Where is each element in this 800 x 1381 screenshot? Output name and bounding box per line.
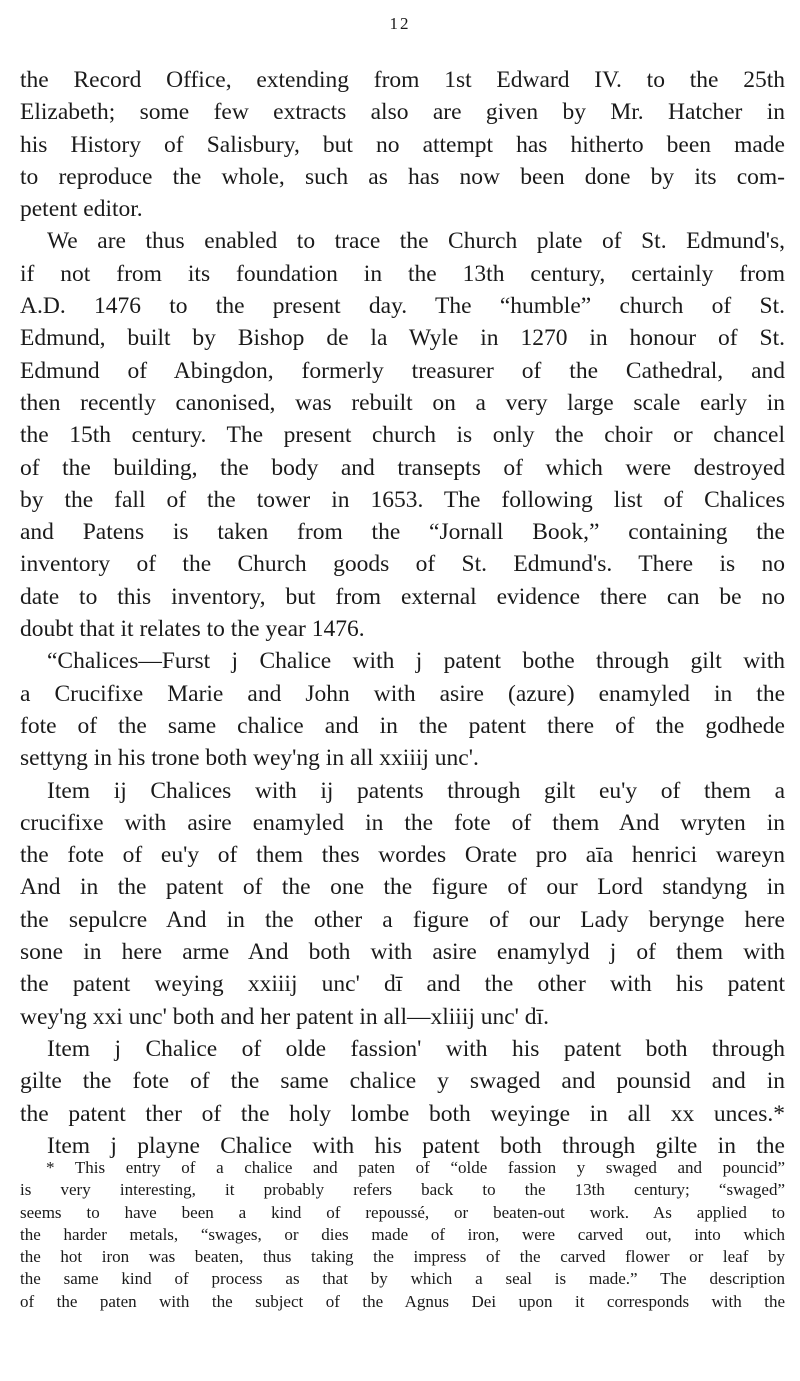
text-line: doubt that it relates to the year 1476. [20, 616, 365, 643]
text-line: by the fall of the tower in 1653. The following list of Chalices [20, 486, 785, 513]
text-line: Edmund, built by Bishop de la Wyle in 1270 in honour of St. [20, 325, 785, 352]
footnote-line: the hot iron was beaten, thus taking the impress of the carved flower or leaf by [20, 1247, 785, 1267]
text-line: date to this inventory, but from external evidence there can be no [20, 583, 785, 610]
footnote-line: seems to have been a kind of repoussé, or beaten-out work. As applied to [20, 1202, 785, 1222]
text-line: the sepulcre And in the other a figure of our Lady berynge here [20, 906, 785, 933]
text-line: petent editor. [20, 196, 143, 223]
text-line: We are thus enabled to trace the Church plate of St. Edmund's, [47, 228, 785, 255]
text-line: then recently canonised, was rebuilt on a very large scale early in [20, 389, 785, 416]
text-line: if not from its foundation in the 13th century, certainly from [20, 260, 785, 287]
footnote-line: * This entry of a chalice and paten of “olde fassion y swaged and pouncid” [46, 1158, 785, 1177]
text-line: his History of Salisbury, but no attempt has hitherto been made [20, 131, 785, 158]
text-line: Item j Chalice of olde fassion' with his patent both through [47, 1035, 785, 1062]
text-line: settyng in his trone both wey'ng in all xxiiij unc'. [20, 745, 479, 772]
text-line: the patent ther of the holy lombe both weyinge in all xx unces.* [20, 1100, 785, 1127]
main-text [20, 64, 785, 1162]
footnote-line: the same kind of process as that by which a seal is made.” The description [20, 1269, 785, 1289]
text-line: Item ij Chalices with ij patents through gilt eu'y of them a [47, 777, 785, 804]
text-line: “Chalices—Furst j Chalice with j patent bothe through gilt with [47, 648, 785, 675]
footnote-line: is very interesting, it probably refers back to the 13th century; “swaged” [20, 1180, 785, 1200]
text-line: Item j playne Chalice with his patent both through gilte in the [47, 1132, 785, 1159]
text-line: of the building, the body and transepts of which were destroyed [20, 454, 785, 481]
text-line: And in the patent of the one the figure of our Lord standyng in [20, 874, 785, 901]
text-line: the patent weying xxiiij unc' dī and the other with his patent [20, 971, 785, 998]
footnote [20, 1157, 785, 1313]
text-line: Edmund of Abingdon, formerly treasurer of the Cathedral, and [20, 357, 785, 384]
text-line: Elizabeth; some few extracts also are given by Mr. Hatcher in [20, 99, 785, 126]
text-line: and Patens is taken from the “Jornall Book,” containing the [20, 519, 785, 546]
text-line: fote of the same chalice and in the patent there of the godhede [20, 712, 785, 739]
text-line: the Record Office, extending from 1st Edward IV. to the 25th [20, 67, 785, 93]
page-number: 12 [389, 14, 411, 33]
text-line: crucifixe with asire enamyled in the fote of them And wryten in [20, 809, 785, 836]
text-line: A.D. 1476 to the present day. The “humble” church of St. [20, 293, 785, 320]
text-line: inventory of the Church goods of St. Edmund's. There is no [20, 551, 785, 578]
footnote-line: of the paten with the subject of the Agnus Dei upon it corresponds with the [20, 1291, 785, 1311]
text-line: gilte the fote of the same chalice y swaged and pounsid and in [20, 1068, 785, 1095]
footnote-line: the harder metals, “swages, or dies made of iron, were carved out, into which [20, 1224, 785, 1244]
text-line: a Crucifixe Marie and John with asire (azure) enamyled in the [20, 680, 785, 707]
text-line: to reproduce the whole, such as has now been done by its com- [20, 163, 785, 190]
text-line: the fote of eu'y of them thes wordes Orate pro aīa henrici wareyn [20, 842, 785, 869]
text-line: sone in here arme And both with asire enamylyd j of them with [20, 939, 785, 966]
text-line: the 15th century. The present church is only the choir or chancel [20, 422, 785, 449]
text-line: wey'ng xxi unc' both and her patent in all—xliiij unc' dī. [20, 1003, 549, 1030]
